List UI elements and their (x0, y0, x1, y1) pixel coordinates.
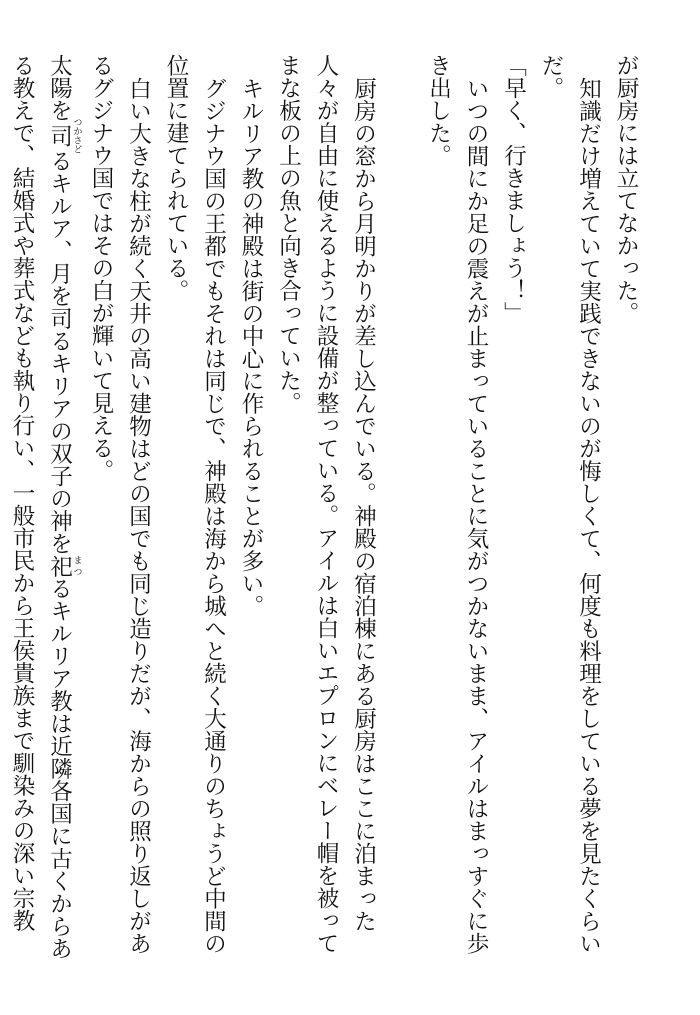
paragraph-6: グジナウ国の王都でもそれは同じで、神殿は海から城へと続く大通りのちょうど中間の位置に建てられている。 (163, 54, 227, 954)
ruby-matsu (46, 554, 82, 578)
paragraph-8-part1: 太陽を (46, 54, 73, 122)
dialogue-line: 「早く、行きましょう！」 (500, 54, 527, 324)
ruby-tsukasado (46, 117, 82, 154)
ruby-base-2: 祀 (46, 554, 73, 577)
paragraph-8 (0, 54, 82, 964)
paragraph-3: いつの間にか足の震えが止まっていることに気がつかないまま、アイルはまっすぐに歩き出した。 (425, 54, 489, 954)
paragraph-7: 白い大きな柱が続く天井の高い建物はどの国でも同じ造りだが、海からの照り返しがあるグジナウ国ではその白が輝いて見える。 (88, 54, 152, 954)
paragraph-1: が厨房には立てなかった。 (613, 54, 639, 324)
paragraph-8-part3: るキルリア教は近隣各国に古くからある教えで、結婚式や葬式なども執り行い、一般市民から王侯貴族まで馴染みの深い宗教 (9, 54, 73, 960)
scene-break (382, 54, 420, 964)
ruby-reading-2: まつ (71, 554, 82, 577)
ruby-base-1: 司 (46, 117, 73, 154)
ruby-reading-1: つかさど (71, 117, 82, 154)
paragraph-2: 知識だけ増えていて実践できないのが悔しくて、何度も料理をしている夢を見たくらいだ。 (538, 54, 602, 954)
paragraph-8-part2: るキルア、月を司るキリアの双子の神を (46, 149, 73, 555)
paragraph-4: 厨房の窓から月明かりが差し込んでいる。神殿の宿泊棟にある厨房はここに泊まった人々が自由に使えるように設備が整っている。アイルは白いエプロンにベレー帽を被ってまな板の上の魚と向き合っていた。 (275, 54, 377, 954)
paragraph-5: キルリア教の神殿は街の中心に作られることが多い。 (238, 76, 264, 617)
vertical-text-body (0, 54, 644, 964)
